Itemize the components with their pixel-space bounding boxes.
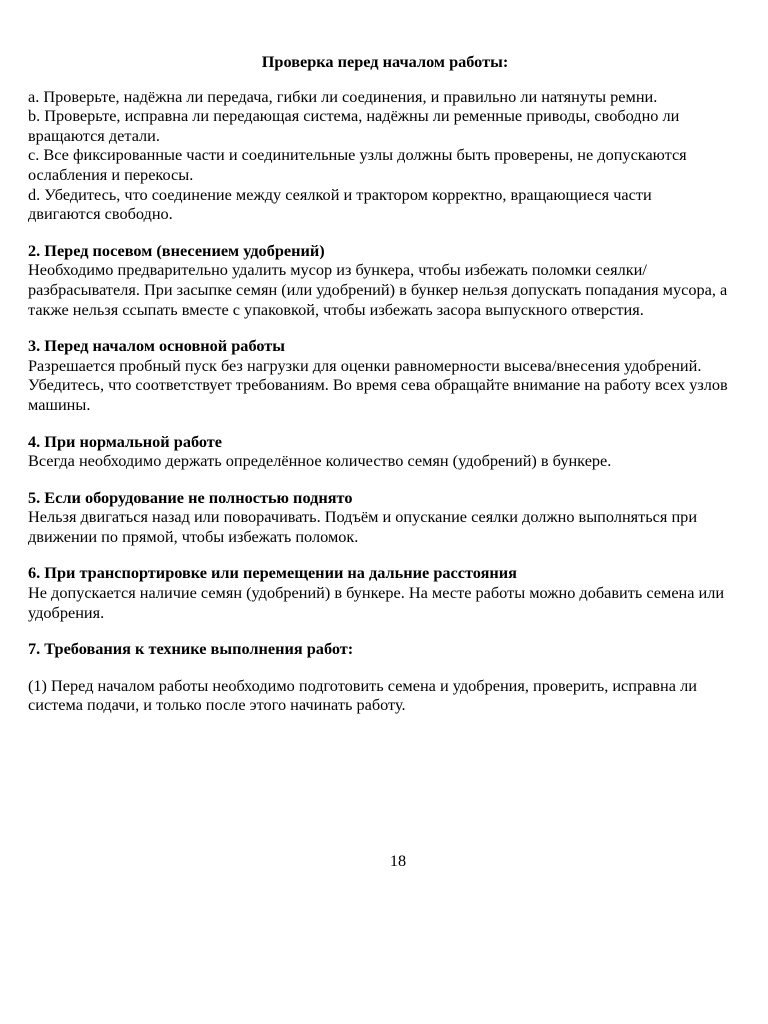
page-number: 18	[389, 851, 407, 870]
section-heading: 5. Если оборудование не полностью поднято	[28, 487, 353, 507]
section-heading: 3. Перед началом основной работы	[28, 336, 286, 356]
section-body: Не допускается наличие семян (удобрений) в бункере. На месте работы можно добавить семена или удобрения.	[28, 583, 725, 622]
section-not-fully-raised	[28, 488, 728, 547]
section-before-main-work	[28, 336, 728, 414]
checklist-item-a: a. Проверьте, надёжна ли передача, гибки ли соединения, и правильно ли натянуты ремни.	[28, 86, 658, 106]
section-body: Всегда необходимо держать определённое количество семян (удобрений) в бункере.	[28, 451, 612, 471]
document-title: Проверка перед началом работы:	[261, 52, 509, 71]
section-body: Разрешается пробный пуск без нагрузки для оценки равномерности высева/внесения удобрений. Убедитесь, что соответствует требованиям. Во время сева обращайте внимание на работу всех узлов машины.	[28, 355, 728, 414]
section-normal-operation	[28, 432, 728, 471]
section-heading: 7. Требования к технике выполнения работ:	[28, 639, 354, 659]
section-transport	[28, 563, 728, 622]
section-body: (1) Перед началом работы необходимо подготовить семена и удобрения, проверить, исправна ли система подачи, и только после этого начинать работу.	[28, 675, 697, 715]
checklist-item-d: d. Убедитесь, что соединение между сеялкой и трактором корректно, вращающиеся части двигаются свободно.	[28, 184, 652, 224]
section-work-technique	[28, 639, 728, 715]
section-heading: 6. При транспортировке или перемещении на дальние расстояния	[28, 563, 517, 583]
checklist-item-b: b. Проверьте, исправна ли передающая система, надёжны ли ременные приводы, свободно ли вращаются детали.	[28, 106, 680, 145]
checklist-item-c: c. Все фиксированные части и соединительные узлы должны быть проверены, не допускаются ослабления и перекосы.	[28, 145, 687, 184]
section-body: Нельзя двигаться назад или поворачивать. Подъём и опускание сеялки должно выполняться при движении по прямой, чтобы избежать поломок.	[28, 507, 698, 546]
pre-work-checklist	[28, 87, 728, 224]
section-body: Необходимо предварительно удалить мусор из бункера, чтобы избежать поломки сеялки/разбрасывателя. При засыпке семян (или удобрений) в бункер нельзя допускать попадания мусора, а также нельзя ссыпать вместе с упаковкой, чтобы избежать засора выпускного отверстия.	[28, 260, 728, 319]
section-heading: 2. Перед посевом (внесением удобрений)	[28, 240, 325, 260]
section-before-sowing	[28, 241, 728, 319]
section-heading: 4. При нормальной работе	[28, 431, 223, 451]
page-content	[28, 52, 728, 732]
